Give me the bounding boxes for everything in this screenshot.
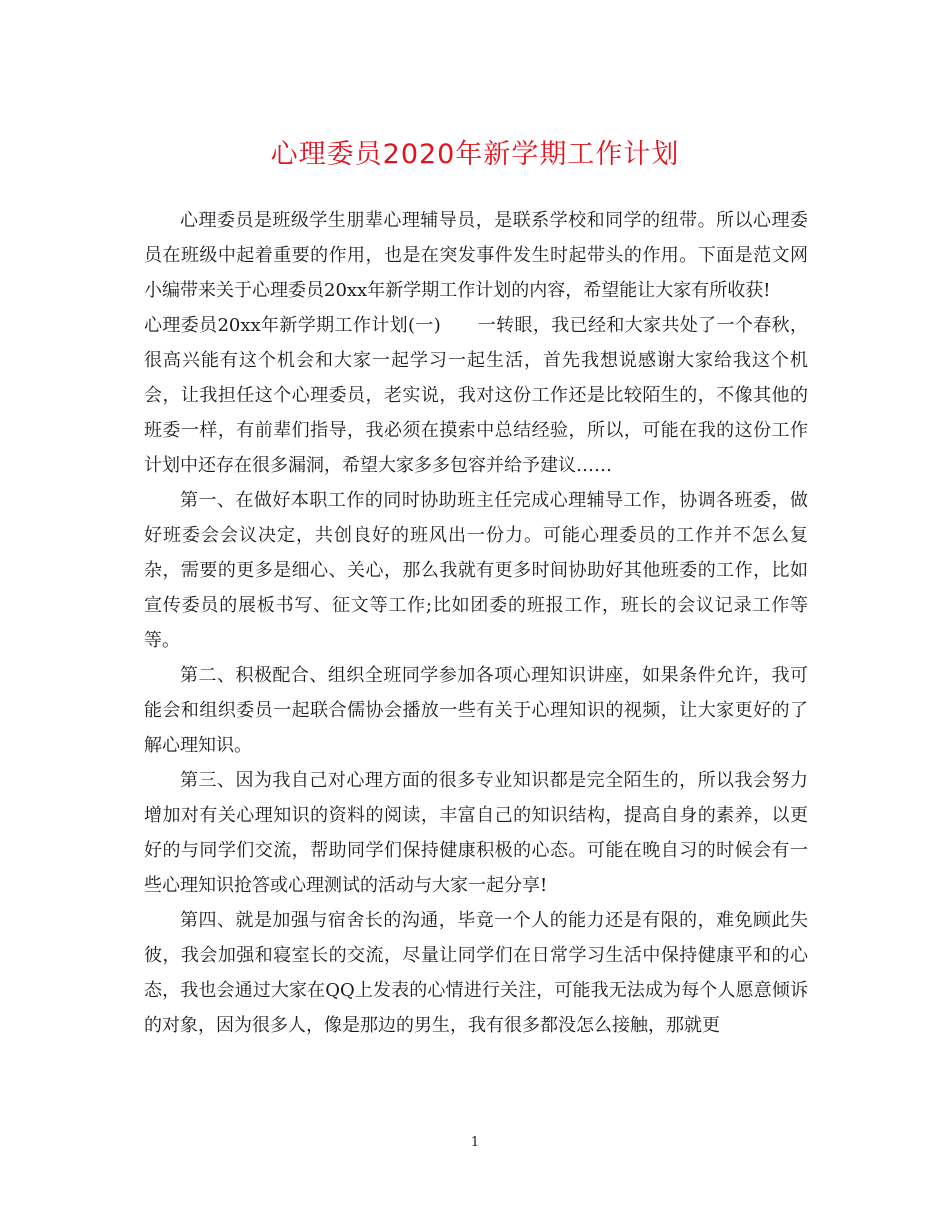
document-body <box>144 203 808 1043</box>
paragraph-third: 第三、因为我自己对心理方面的很多专业知识都是完全陌生的，所以我会努力增加对有关心理知识的资料的阅读，丰富自己的知识结构，提高自身的素养，以更好的与同学们交流，帮助同学们保持健康积极的心态。可能在晚自习的时候会有一些心理知识抢答或心理测试的活动与大家一起分享! <box>144 770 808 896</box>
paragraph-intro: 心理委员是班级学生朋辈心理辅导员，是联系学校和同学的纽带。所以心理委员在班级中起着重要的作用，也是在突发事件发生时起带头的作用。下面是范文网小编带来关于心理委员20xx年新学期工作计划的内容，希望能让大家有所收获! <box>144 210 808 301</box>
paragraph-fourth: 第四、就是加强与宿舍长的沟通，毕竟一个人的能力还是有限的，难免顾此失彼，我会加强和寝室长的交流，尽量让同学们在日常学习生活中保持健康平和的心态，我也会通过大家在QQ上发表的心情进行关注，可能我无法成为每个人愿意倾诉的对象，因为很多人，像是那边的男生，我有很多都没怎么接触，那就更 <box>144 910 808 1036</box>
paragraph-plan-heading: 心理委员20xx年新学期工作计划(一) 一转眼，我已经和大家共处了一个春秋，很高兴能有这个机会和大家一起学习一起生活，首先我想说感谢大家给我这个机会，让我担任这个心理委员，老实说，我对这份工作还是比较陌生的，不像其他的班委一样，有前辈们指导，我必须在摸索中总结经验，所以，可能在我的这份工作计划中还存在很多漏洞，希望大家多多包容并给予建议…… <box>144 315 808 476</box>
paragraph-second: 第二、积极配合、组织全班同学参加各项心理知识讲座，如果条件允许，我可能会和组织委员一起联合儒协会播放一些有关于心理知识的视频，让大家更好的了解心理知识。 <box>144 665 808 756</box>
document-title: 心理委员2020年新学期工作计划 <box>270 139 680 170</box>
page-number: 1 <box>470 1135 480 1150</box>
paragraph-first: 第一、在做好本职工作的同时协助班主任完成心理辅导工作，协调各班委，做好班委会会议决定，共创良好的班风出一份力。可能心理委员的工作并不怎么复杂，需要的更多是细心、关心，那么我就有更多时间协助好其他班委的工作，比如宣传委员的展板书写、征文等工作;比如团委的班报工作，班长的会议记录工作等等。 <box>144 490 808 651</box>
